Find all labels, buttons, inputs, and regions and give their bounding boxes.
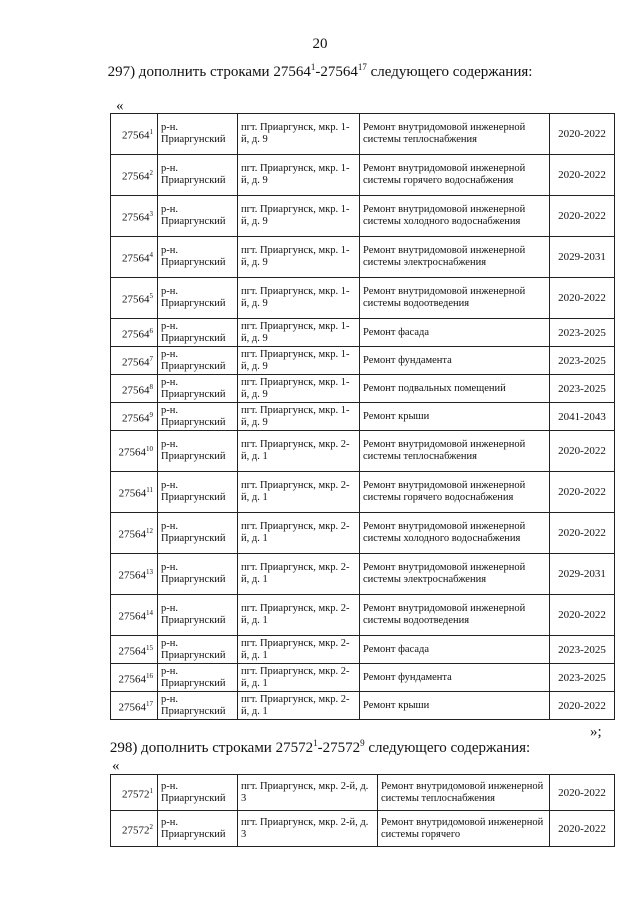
district-cell: р-н. Приаргунский — [158, 513, 238, 554]
district-cell: р-н. Приаргунский — [158, 472, 238, 513]
table-row — [111, 595, 615, 636]
period-cell: 2020-2022 — [550, 775, 615, 811]
work-type-cell: Ремонт внутридомовой инженерной системы водоотведения — [360, 278, 550, 319]
period-cell: 2023-2025 — [550, 664, 615, 692]
table-row — [111, 636, 615, 664]
address-cell: пгт. Приаргунск, мкр. 1-й, д. 9 — [238, 347, 360, 375]
address-cell: пгт. Приаргунск, мкр. 1-й, д. 9 — [238, 278, 360, 319]
row-number-cell: 27564$^4$ — [111, 237, 158, 278]
section-297-heading — [0, 62, 640, 81]
row-number-cell: 27572$^1$ — [111, 775, 158, 811]
work-type-cell: Ремонт внутридомовой инженерной системы холодного водоснабжения — [360, 513, 550, 554]
work-type-cell: Ремонт крыши — [360, 692, 550, 720]
table-row — [111, 513, 615, 554]
district-cell: р-н. Приаргунский — [158, 664, 238, 692]
work-type-cell: Ремонт фасада — [360, 636, 550, 664]
period-cell: 2020-2022 — [550, 155, 615, 196]
row-number-cell: 27564$^{15}$ — [111, 636, 158, 664]
section-298-heading — [0, 738, 640, 757]
address-cell: пгт. Приаргунск, мкр. 1-й, д. 9 — [238, 403, 360, 431]
table-row — [111, 237, 615, 278]
district-cell: р-н. Приаргунский — [158, 347, 238, 375]
period-cell: 2020-2022 — [550, 811, 615, 847]
district-cell: р-н. Приаргунский — [158, 403, 238, 431]
row-number-cell: 27564$^2$ — [111, 155, 158, 196]
period-cell: 2041-2043 — [550, 403, 615, 431]
period-cell: 2029-2031 — [550, 554, 615, 595]
row-number-cell: 27564$^{16}$ — [111, 664, 158, 692]
period-cell: 2020-2022 — [550, 278, 615, 319]
district-cell: р-н. Приаргунский — [158, 775, 238, 811]
heading-sup: 1 — [313, 738, 318, 748]
table-row — [111, 403, 615, 431]
address-cell: пгт. Приаргунск, мкр. 2-й, д. 1 — [238, 595, 360, 636]
heading-text: -27572 — [317, 740, 361, 756]
table-row — [111, 319, 615, 347]
table-row — [111, 155, 615, 196]
work-type-cell: Ремонт фундамента — [360, 664, 550, 692]
open-quote: « — [116, 98, 124, 114]
table-row — [111, 278, 615, 319]
address-cell: пгт. Приаргунск, мкр. 2-й, д. 1 — [238, 431, 360, 472]
heading-text: следующего содержания: — [364, 740, 531, 756]
address-cell: пгт. Приаргунск, мкр. 1-й, д. 9 — [238, 196, 360, 237]
work-type-cell: Ремонт внутридомовой инженерной системы горячего — [378, 811, 550, 847]
address-cell: пгт. Приаргунск, мкр. 2-й, д. 3 — [238, 775, 378, 811]
row-number-cell: 27564$^{10}$ — [111, 431, 158, 472]
address-cell: пгт. Приаргунск, мкр. 1-й, д. 9 — [238, 319, 360, 347]
address-cell: пгт. Приаргунск, мкр. 2-й, д. 1 — [238, 472, 360, 513]
district-cell: р-н. Приаргунский — [158, 692, 238, 720]
period-cell: 2020-2022 — [550, 196, 615, 237]
work-type-cell: Ремонт фасада — [360, 319, 550, 347]
work-type-cell: Ремонт внутридомовой инженерной системы горячего водоснабжения — [360, 472, 550, 513]
address-cell: пгт. Приаргунск, мкр. 1-й, д. 9 — [238, 114, 360, 155]
address-cell: пгт. Приаргунск, мкр. 2-й, д. 1 — [238, 664, 360, 692]
district-cell: р-н. Приаргунский — [158, 114, 238, 155]
work-type-cell: Ремонт внутридомовой инженерной системы горячего водоснабжения — [360, 155, 550, 196]
address-cell: пгт. Приаргунск, мкр. 2-й, д. 1 — [238, 554, 360, 595]
table-row — [111, 375, 615, 403]
row-number-cell: 27564$^6$ — [111, 319, 158, 347]
records-table-297 — [110, 113, 615, 720]
district-cell: р-н. Приаргунский — [158, 319, 238, 347]
district-cell: р-н. Приаргунский — [158, 375, 238, 403]
work-type-cell: Ремонт внутридомовой инженерной системы теплоснабжения — [360, 114, 550, 155]
period-cell: 2023-2025 — [550, 375, 615, 403]
page-number: 20 — [312, 36, 328, 52]
table-row — [111, 472, 615, 513]
district-cell: р-н. Приаргунский — [158, 811, 238, 847]
table-row — [111, 347, 615, 375]
records-table-298 — [110, 774, 615, 847]
table-row — [111, 431, 615, 472]
address-cell: пгт. Приаргунск, мкр. 2-й, д. 3 — [238, 811, 378, 847]
address-cell: пгт. Приаргунск, мкр. 1-й, д. 9 — [238, 237, 360, 278]
row-number-cell: 27564$^{14}$ — [111, 595, 158, 636]
work-type-cell: Ремонт подвальных помещений — [360, 375, 550, 403]
heading-sup: 9 — [360, 738, 365, 748]
heading-text: -27564 — [315, 64, 358, 80]
period-cell: 2023-2025 — [550, 636, 615, 664]
row-number-cell: 27564$^{12}$ — [111, 513, 158, 554]
row-number-cell: 27572$^2$ — [111, 811, 158, 847]
period-cell: 2020-2022 — [550, 513, 615, 554]
address-cell: пгт. Приаргунск, мкр. 2-й, д. 1 — [238, 636, 360, 664]
district-cell: р-н. Приаргунский — [158, 196, 238, 237]
close-quote: »; — [590, 724, 602, 740]
work-type-cell: Ремонт фундамента — [360, 347, 550, 375]
period-cell: 2020-2022 — [550, 595, 615, 636]
heading-sup: 1 — [310, 62, 316, 72]
district-cell: р-н. Приаргунский — [158, 155, 238, 196]
period-cell: 2029-2031 — [550, 237, 615, 278]
address-cell: пгт. Приаргунск, мкр. 2-й, д. 1 — [238, 513, 360, 554]
period-cell: 2023-2025 — [550, 319, 615, 347]
district-cell: р-н. Приаргунский — [158, 595, 238, 636]
work-type-cell: Ремонт внутридомовой инженерной системы теплоснабжения — [360, 431, 550, 472]
work-type-cell: Ремонт внутридомовой инженерной системы холодного водоснабжения — [360, 196, 550, 237]
table-row — [111, 775, 615, 811]
table-row — [111, 554, 615, 595]
work-type-cell: Ремонт внутридомовой инженерной системы теплоснабжения — [378, 775, 550, 811]
heading-text: 298) дополнить строками 27572 — [109, 740, 314, 756]
table-row — [111, 811, 615, 847]
period-cell: 2023-2025 — [550, 347, 615, 375]
district-cell: р-н. Приаргунский — [158, 278, 238, 319]
district-cell: р-н. Приаргунский — [158, 431, 238, 472]
district-cell: р-н. Приаргунский — [158, 636, 238, 664]
row-number-cell: 27564$^3$ — [111, 196, 158, 237]
work-type-cell: Ремонт внутридомовой инженерной системы электроснабжения — [360, 554, 550, 595]
heading-text: следующего содержания: — [366, 64, 533, 80]
heading-sup: 17 — [357, 62, 367, 72]
period-cell: 2020-2022 — [550, 431, 615, 472]
row-number-cell: 27564$^7$ — [111, 347, 158, 375]
period-cell: 2020-2022 — [550, 472, 615, 513]
table-row — [111, 196, 615, 237]
period-cell: 2020-2022 — [550, 114, 615, 155]
work-type-cell: Ремонт внутридомовой инженерной системы электроснабжения — [360, 237, 550, 278]
address-cell: пгт. Приаргунск, мкр. 2-й, д. 1 — [238, 692, 360, 720]
row-number-cell: 27564$^9$ — [111, 403, 158, 431]
address-cell: пгт. Приаргунск, мкр. 1-й, д. 9 — [238, 375, 360, 403]
open-quote: « — [112, 758, 120, 774]
row-number-cell: 27564$^5$ — [111, 278, 158, 319]
district-cell: р-н. Приаргунский — [158, 237, 238, 278]
table-row — [111, 692, 615, 720]
work-type-cell: Ремонт крыши — [360, 403, 550, 431]
row-number-cell: 27564$^{13}$ — [111, 554, 158, 595]
heading-text: 297) дополнить строками 27564 — [107, 64, 311, 80]
period-cell: 2020-2022 — [550, 692, 615, 720]
district-cell: р-н. Приаргунский — [158, 554, 238, 595]
row-number-cell: 27564$^8$ — [111, 375, 158, 403]
row-number-cell: 27564$^{11}$ — [111, 472, 158, 513]
work-type-cell: Ремонт внутридомовой инженерной системы водоотведения — [360, 595, 550, 636]
table-row — [111, 664, 615, 692]
address-cell: пгт. Приаргунск, мкр. 1-й, д. 9 — [238, 155, 360, 196]
row-number-cell: 27564$^{17}$ — [111, 692, 158, 720]
row-number-cell: 27564$^1$ — [111, 114, 158, 155]
table-row — [111, 114, 615, 155]
